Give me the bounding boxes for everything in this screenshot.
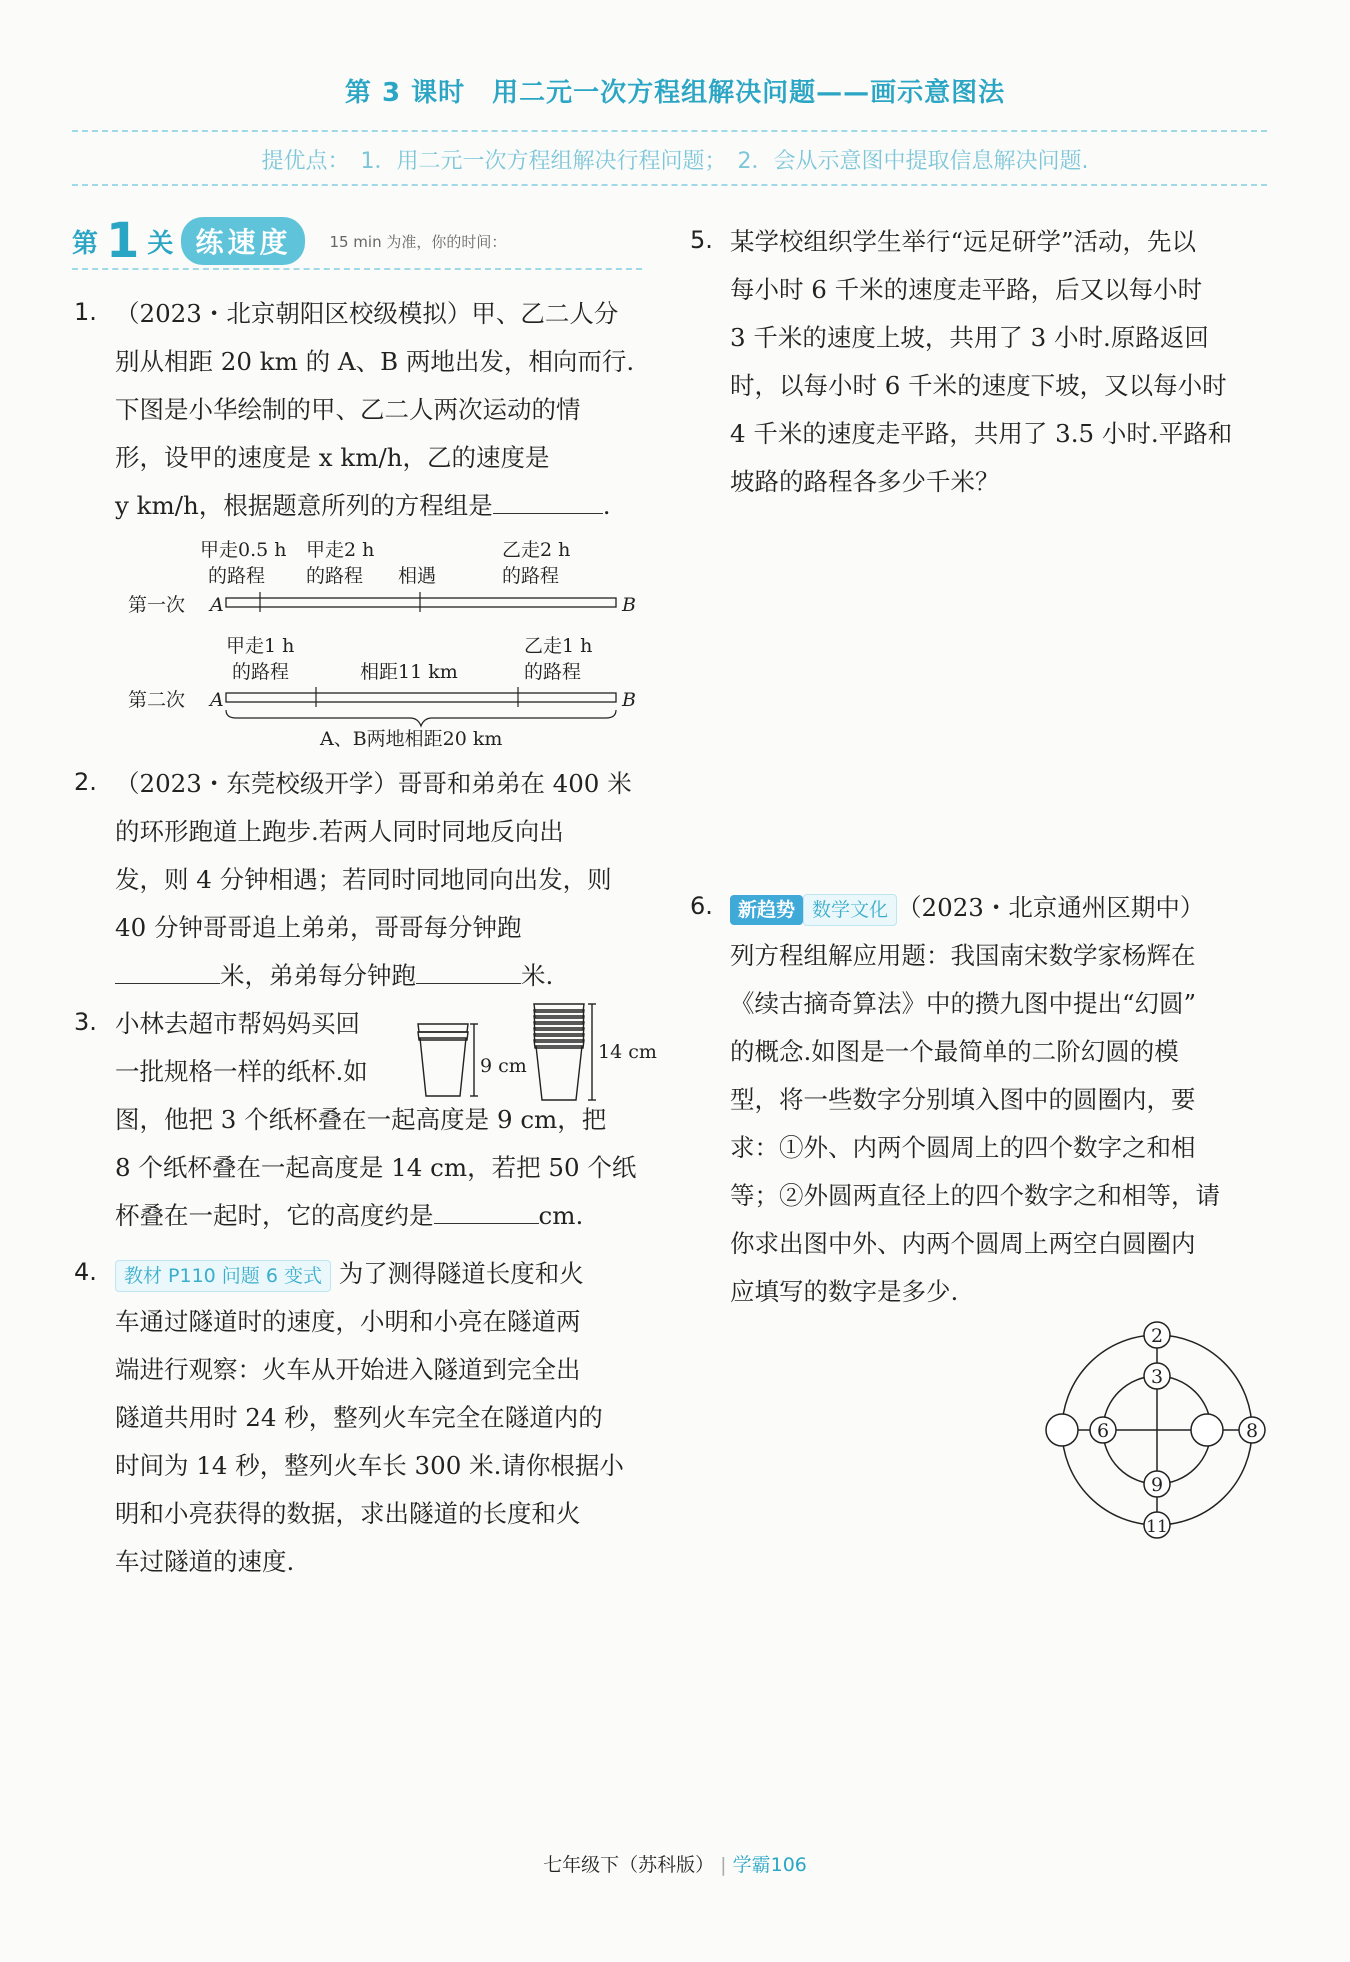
section-number: 1 xyxy=(106,213,140,269)
trend-tag: 新趋势 xyxy=(730,895,803,925)
q6-line: 应填写的数字是多少. xyxy=(730,1277,959,1306)
label-r1a1: 甲走0.5 h xyxy=(200,539,287,561)
section-pill: 练速度 xyxy=(181,217,305,265)
q5-line: 每小时 6 千米的速度走平路，后又以每小时 xyxy=(730,275,1203,304)
question-number: 1. xyxy=(74,298,97,326)
q2-line: （2023・东莞校级开学）哥哥和弟弟在 400 米 xyxy=(115,769,632,798)
q6-first-line xyxy=(730,884,1275,932)
q3-line: 一批规格一样的纸杯.如 xyxy=(115,1057,368,1086)
question-4 xyxy=(115,1250,660,1586)
label-r2c1: 乙走1 h xyxy=(524,635,593,657)
q6-line: 求：①外、内两个圆周上的四个数字之和相 xyxy=(730,1133,1196,1162)
q6-line: 等；②外圆两直径上的四个数字之和相等，请 xyxy=(730,1181,1220,1210)
q2-text: 米，弟弟每分钟跑 xyxy=(220,961,416,990)
q4-line: 隧道共用时 24 秒，整列火车完全在隧道内的 xyxy=(115,1403,603,1432)
label-r1a2: 的路程 xyxy=(208,565,266,587)
point-a: A xyxy=(210,594,224,616)
q5-line: 3 千米的速度上坡，共用了 3 小时.原路返回 xyxy=(730,323,1209,352)
q3-text: cm. xyxy=(538,1201,584,1230)
point-a: A xyxy=(210,689,224,711)
question-number: 3. xyxy=(74,1008,97,1036)
q4-line: 端进行观察：火车从开始进入隧道到完全出 xyxy=(115,1355,581,1384)
magic-circle-diagram xyxy=(1040,1315,1280,1545)
question-number: 4. xyxy=(74,1258,97,1286)
answer-blank[interactable] xyxy=(493,513,603,514)
question-number: 2. xyxy=(74,768,97,796)
lesson-title: 第 3 课时 用二元一次方程组解决问题——画示意图法 xyxy=(344,78,1006,108)
q2-line: 发，则 4 分钟相遇；若同时同地同向出发，则 xyxy=(115,865,612,894)
q6-line: 的概念.如图是一个最简单的二阶幻圆的模 xyxy=(730,1037,1179,1066)
question-number: 6. xyxy=(690,892,713,920)
q6-line: 型，将一些数字分别填入图中的圆圈内，要 xyxy=(730,1085,1196,1114)
q2-line: 的环形跑道上跑步.若两人同时同地反向出 xyxy=(115,817,564,846)
label-r2a2: 的路程 xyxy=(232,661,290,683)
section-suffix: 关 xyxy=(147,228,174,259)
section-prefix: 第 xyxy=(72,228,99,259)
num-right-outer: 8 xyxy=(1245,1420,1259,1442)
question-6 xyxy=(730,884,1275,1316)
textbook-tag: 教材 P110 问题 6 变式 xyxy=(115,1260,331,1292)
question-number: 5. xyxy=(690,226,713,254)
question-2 xyxy=(115,760,660,1000)
q3-text: 杯叠在一起时，它的高度约是 xyxy=(115,1201,434,1230)
cup-height-3: 9 cm xyxy=(480,1055,527,1077)
question-1 xyxy=(115,290,660,530)
num-top-inner: 3 xyxy=(1150,1366,1164,1388)
section-divider xyxy=(72,268,642,270)
answer-blank[interactable] xyxy=(434,1223,539,1224)
label-r1b2: 的路程 xyxy=(306,565,364,587)
cup-height-8: 14 cm xyxy=(598,1041,657,1063)
total-distance: A、B两地相距20 km xyxy=(320,728,503,750)
q5-line: 坡路的路程各多少千米？ xyxy=(730,467,1000,496)
second-trip-bar xyxy=(226,693,616,702)
cups-figure xyxy=(410,1000,660,1105)
distance-diagram xyxy=(120,530,650,760)
question-5 xyxy=(730,218,1270,506)
q4-first-line xyxy=(115,1250,660,1298)
q6-line: 列方程组解应用题：我国南宋数学家杨辉在 xyxy=(730,941,1196,970)
grade-label: 七年级下（苏科版） xyxy=(543,1854,715,1876)
q4-line: 时间为 14 秒，整列火车长 300 米.请你根据小 xyxy=(115,1451,624,1480)
num-bottom-inner: 9 xyxy=(1150,1474,1164,1496)
q4-line: 车过隧道的速度. xyxy=(115,1547,295,1576)
label-r1b1: 甲走2 h xyxy=(306,539,375,561)
q5-line: 时，以每小时 6 千米的速度下坡，又以每小时 xyxy=(730,371,1227,400)
culture-tag: 数学文化 xyxy=(803,894,897,926)
q1-line: 别从相距 20 km 的 A、B 两地出发，相向而行. xyxy=(115,347,635,376)
point-b: B xyxy=(622,689,636,711)
label-r1c1: 乙走2 h xyxy=(502,539,571,561)
q1-line-text: y km/h，根据题意所列的方程组是 xyxy=(115,491,493,520)
blank-inner-circle xyxy=(1191,1414,1223,1446)
num-bottom-outer: 11 xyxy=(1146,1517,1168,1537)
divider xyxy=(72,130,1267,132)
key-points: 提优点： 1．用二元一次方程组解决行程问题； 2．会从示意图中提取信息解决问题. xyxy=(261,149,1089,174)
q1-line-end: . xyxy=(602,491,611,520)
point-b: B xyxy=(622,594,636,616)
q4-line: 车通过隧道时的速度，小明和小亮在隧道两 xyxy=(115,1307,581,1336)
total-brace xyxy=(226,710,616,726)
q6-line: 你求出图中外、内两个圆周上两空白圆圈内 xyxy=(730,1229,1196,1258)
divider xyxy=(72,184,1267,186)
q3-line xyxy=(115,1192,660,1240)
label-r2mid: 相距11 km xyxy=(360,661,458,683)
q5-line: 4 千米的速度走平路，共用了 3.5 小时.平路和 xyxy=(730,419,1233,448)
label-meet: 相遇 xyxy=(398,565,437,587)
footer-separator: | xyxy=(720,1854,727,1876)
num-left-inner: 6 xyxy=(1096,1420,1110,1442)
blank-outer-circle xyxy=(1046,1414,1078,1446)
q1-line: 下图是小华绘制的甲、乙二人两次运动的情 xyxy=(115,395,581,424)
page-number: 106 xyxy=(770,1854,807,1876)
q3-line: 小林去超市帮妈妈买回 xyxy=(115,1009,360,1038)
brand: 学霸 xyxy=(732,1854,771,1876)
answer-blank[interactable] xyxy=(115,983,220,984)
time-note: 15 min 为准，你的时间： xyxy=(329,232,507,251)
first-trip-bar xyxy=(226,598,616,607)
q2-line xyxy=(115,952,660,1000)
label-r2a1: 甲走1 h xyxy=(226,635,295,657)
section-heading xyxy=(72,213,507,269)
q6-source: （2023・北京通州区期中） xyxy=(897,893,1205,922)
q2-text: 米. xyxy=(521,961,554,990)
q3-line: 8 个纸杯叠在一起高度是 14 cm，若把 50 个纸 xyxy=(115,1153,637,1182)
q3-line: 图，他把 3 个纸杯叠在一起高度是 9 cm，把 xyxy=(115,1105,607,1134)
label-r2c2: 的路程 xyxy=(524,661,582,683)
row-label-first: 第一次 xyxy=(128,594,186,616)
page-footer xyxy=(0,1850,1350,1877)
q5-line: 某学校组织学生举行“远足研学”活动，先以 xyxy=(730,227,1197,256)
q1-line xyxy=(115,482,660,530)
q2-line: 40 分钟哥哥追上弟弟，哥哥每分钟跑 xyxy=(115,913,522,942)
num-top-outer: 2 xyxy=(1150,1325,1164,1347)
q1-line: （2023・北京朝阳区校级模拟）甲、乙二人分 xyxy=(115,299,619,328)
q6-line: 《续古摘奇算法》中的攒九图中提出“幻圆” xyxy=(730,989,1197,1018)
q4-line: 明和小亮获得的数据，求出隧道的长度和火 xyxy=(115,1499,581,1528)
label-r1c2: 的路程 xyxy=(502,565,560,587)
question-3-bottom xyxy=(115,1096,660,1240)
answer-blank[interactable] xyxy=(416,983,521,984)
row-label-second: 第二次 xyxy=(128,689,186,711)
q4-text: 为了测得隧道长度和火 xyxy=(338,1259,584,1288)
q1-line: 形，设甲的速度是 x km/h，乙的速度是 xyxy=(115,443,550,472)
question-3-top xyxy=(115,1000,415,1096)
